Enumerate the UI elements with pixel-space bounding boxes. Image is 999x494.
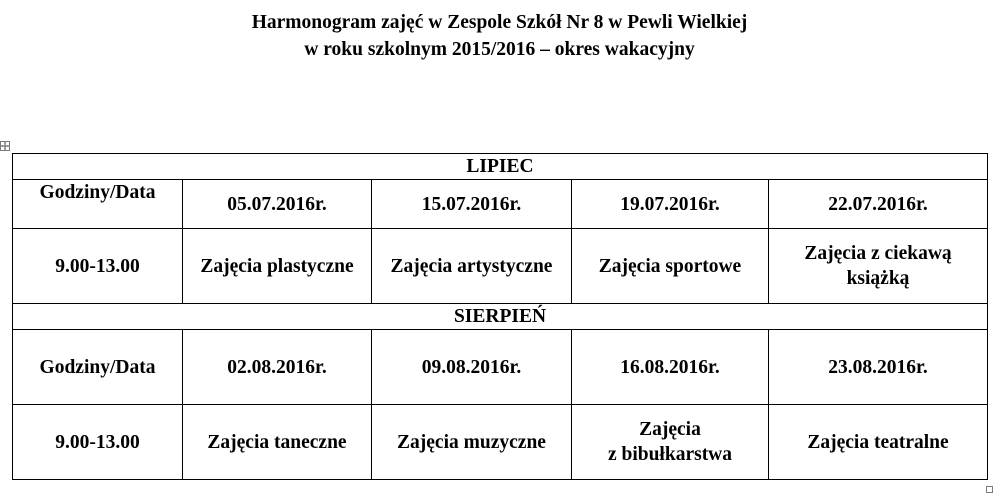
activity-line: Zajęcia muzyczne bbox=[397, 431, 546, 453]
activity-line: Zajęcia teatralne bbox=[807, 431, 949, 453]
date-cell: 22.07.2016r. bbox=[769, 180, 988, 229]
date-row-july bbox=[13, 180, 988, 229]
activity-line: Zajęcia artystyczne bbox=[390, 255, 553, 277]
activity-cell bbox=[372, 405, 572, 480]
activity-cell bbox=[572, 229, 769, 304]
move-arrows-icon[interactable] bbox=[0, 141, 10, 151]
schedule-table bbox=[12, 153, 988, 480]
activity-cell bbox=[769, 405, 988, 480]
document-title bbox=[0, 9, 999, 63]
activity-cell bbox=[183, 405, 372, 480]
title-line-2: w roku szkolnym 2015/2016 – okres wakacyjny bbox=[304, 39, 695, 60]
month-label-july: LIPIEC bbox=[13, 154, 988, 180]
activity-line: Zajęcia sportowe bbox=[598, 255, 742, 277]
hours-cell: 9.00-13.00 bbox=[13, 229, 183, 304]
resize-square-icon[interactable] bbox=[986, 486, 993, 493]
month-row-july bbox=[13, 154, 988, 180]
activity-line: książką bbox=[846, 268, 910, 289]
date-cell: 16.08.2016r. bbox=[572, 330, 769, 405]
hours-date-header: Godziny/Data bbox=[13, 180, 183, 229]
hours-cell: 9.00-13.00 bbox=[13, 405, 183, 480]
date-cell: 15.07.2016r. bbox=[372, 180, 572, 229]
activity-cell bbox=[769, 229, 988, 304]
date-cell: 23.08.2016r. bbox=[769, 330, 988, 405]
date-cell: 02.08.2016r. bbox=[183, 330, 372, 405]
date-cell: 09.08.2016r. bbox=[372, 330, 572, 405]
date-row-august bbox=[13, 330, 988, 405]
activity-line: z bibułkarstwa bbox=[607, 444, 733, 465]
hours-date-header: Godziny/Data bbox=[13, 330, 183, 405]
month-row-august bbox=[13, 304, 988, 330]
title-line-1: Harmonogram zajęć w Zespole Szkół Nr 8 w Pewli Wielkiej bbox=[251, 12, 748, 33]
activity-line: Zajęcia plastyczne bbox=[200, 255, 354, 277]
activity-row-july bbox=[13, 229, 988, 304]
activity-line: Zajęcia bbox=[639, 419, 701, 440]
date-cell: 19.07.2016r. bbox=[572, 180, 769, 229]
activity-row-august bbox=[13, 405, 988, 480]
month-label-august: SIERPIEŃ bbox=[13, 304, 988, 330]
activity-line: Zajęcia taneczne bbox=[207, 431, 347, 453]
activity-cell bbox=[183, 229, 372, 304]
date-cell: 05.07.2016r. bbox=[183, 180, 372, 229]
activity-line: Zajęcia z ciekawą bbox=[804, 243, 952, 264]
activity-cell bbox=[372, 229, 572, 304]
activity-cell bbox=[572, 405, 769, 480]
